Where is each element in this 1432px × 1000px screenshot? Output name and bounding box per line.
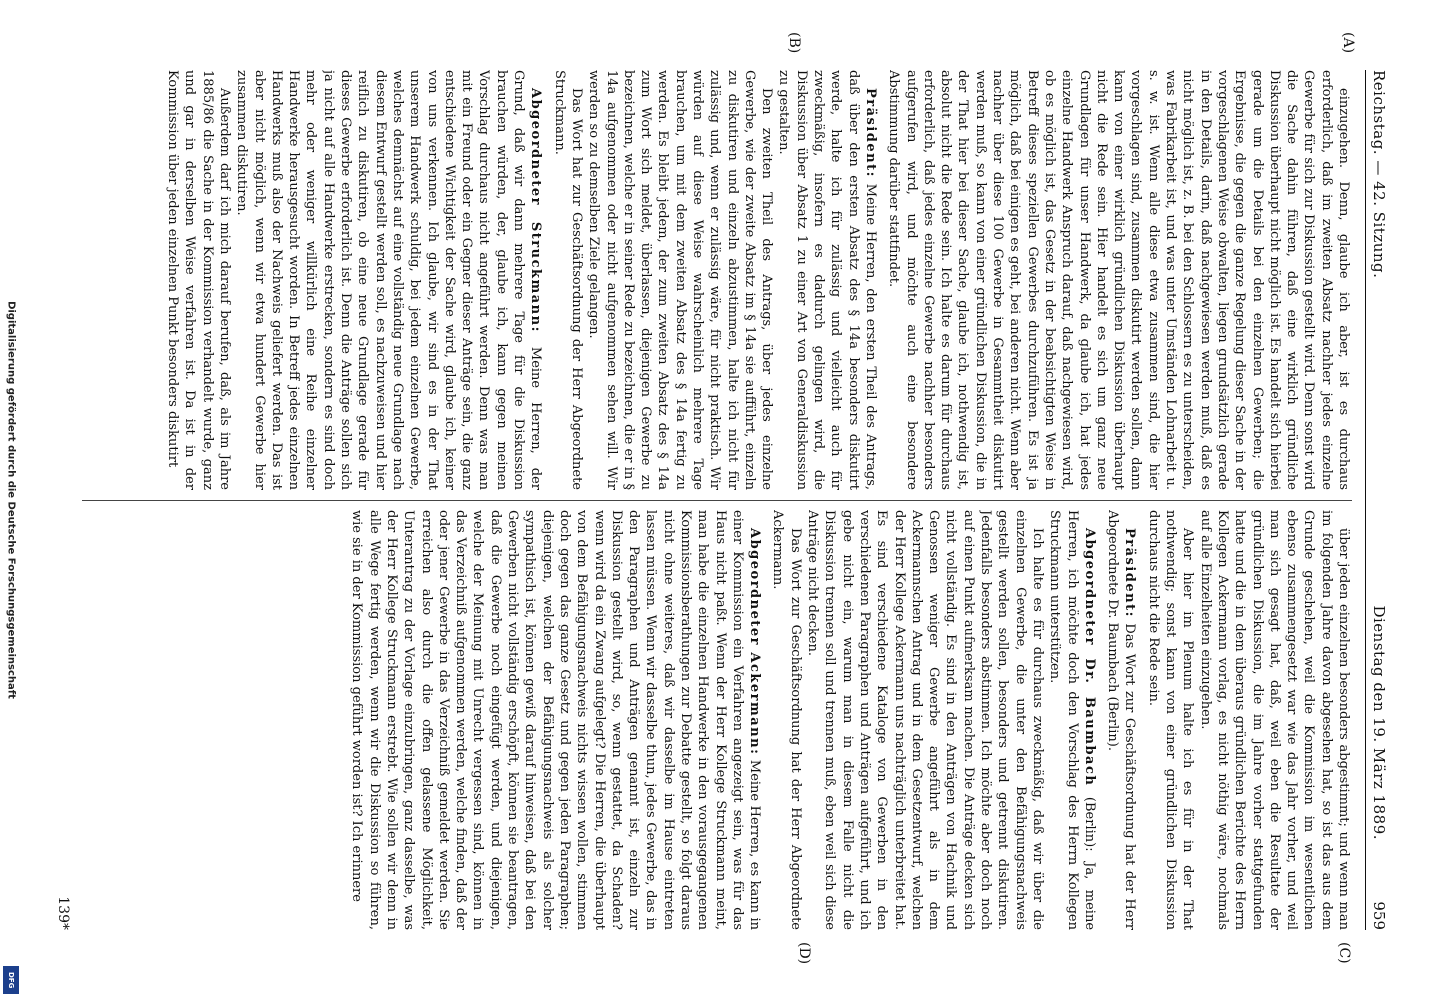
paragraph (1196, 510, 1352, 930)
page-signature: 139* (55, 896, 71, 930)
margin-marker-a: (A) (1340, 32, 1356, 54)
paragraph-text: Meine Herren, es kann in einer Kommission ein Verfahren angezeigt sein, was für das Haus nicht paßt. Wenn der Herr Kollege Struckmann meint, man habe die einzelnen Handwerke in den vorausgegangenen Kommissionsberathungen zur Debatte gestellt, so folgt daraus nicht ohne weiteres, daß wir dasselbe im Hause eintreten lassen müssen. Wenn wir dasselbe thun, jedes Gewerbe, das in den Paragraphen und Anträgen genannt ist, einzeln zur Diskussion gestellt wird, so, wenn gestattet, da Schaden? wenn wird da ein Zwang aufgelegt? Die Herren, die überhaupt von dem Befähigungsnachweis nichts wissen wollen, stimmen doch gegen das ganze Gesetz und gegen jeden Paragraphen; diejenigen, welchen der Befähigungsnachweis als solcher sympathisch ist, können gewiß darauf hinweisen, daß bei den Gewerben nicht vollständig erschöpft, können sie beantragen, daß die Gewerbe noch eingefügt werden, und diejenigen, welche der Meinung mit Unrecht vergessen sind, können in das Verzeichniß aufgenommen werden, welche finden, daß der oder jener Gewerbe in das Verzeichniß gemeldet werden. Sie erreichen also durch die offen gelassene Möglichkeit, Unterantrag zu der Vorlage einzubringen, ganz dasselbe, was der Herr Kollege Struckmann erstrebt. Wie sollen wir denn in alle Wege fertig werden, wenn wir die Diskussion so führen, wie sie in der Kommission geführt worden ist? Ich erinnere (349, 510, 763, 930)
dfg-logo: DFG (3, 966, 19, 994)
paragraph (885, 70, 1352, 490)
paragraph-text: über jeden einzelnen besonders abgestimmt; und wenn man im folgenden Jahre davon abgesehen hat, so ist das aus dem Grunde geschehen, weil die Kommission im wesentlichen ebenso zusammengesetzt war wie das Jahr vorher, und weil man sich gesagt hat, daß, weil eben die Resultate der gründlichen Diskussion, die im Jahre vorher stattgefunden hatte und die in dem überaus gründlichen Berichte des Herrn Kollegen Ackermann vorlag, es nicht nöthig wäre, nochmals auf alle Einzelheiten einzugehen. (1197, 510, 1351, 930)
paragraph (164, 70, 233, 490)
paragraph-text: Meine Herren, den ersten Theil des Antrags, daß über den ersten Absatz des § 14a besonders diskutirt werde, halte ich für zulässig und vielleicht auch für zweckmäßig, insofern es dadurch gelingen wird, die Diskussion über Absatz 1 zu einer Art von Generaldiskussion zu gestalten. (776, 70, 878, 490)
page-header (1365, 70, 1392, 930)
paragraph-text: (Berlin): Ja, meine Herren, ich möchte doch den Vorschlag des Herrn Kollegen Struckmann unterstützen. (1047, 510, 1097, 930)
text-column-right (82, 510, 1352, 930)
paragraph-text: Den zweiten Theil des Antrags, über jedes einzelne Gewerbe, wie der zweite Absatz im § 14a sie aufführt, einzeln zu diskutiren und einzeln abzustimmen, halte ich nicht für zulässig und, wenn er zulässig wäre, für nicht praktisch. Wir würden auf diese Weise wahrscheinlich mehrere Tage brauchen, um mit dem zweiten Absatz des § 14a fertig zu werden. Es bleibt jedem, der zum zweiten Absatz des § 14a zum Wort sich meldet, überlassen, diejenigen Gewerbe zu bezeichnen, welche er in seiner Rede zu bezeichnen, die er in § 14a aufgenommen oder nicht aufgenommen sehen will. Wir werden so zu demselben Ziele gelangen. (586, 70, 775, 490)
paragraph (348, 510, 763, 930)
margin-marker-c: (C) (1336, 942, 1352, 964)
paragraph-text: Aber hier im Plenum halte ich es für in der That nothwendig; sonst kann von einer gründlichen Diskussion durchaus nicht die Rede sein. (1145, 510, 1196, 930)
paragraph-text: Das Wort zur Geschäftsordnung hat der Herr Abgeordnete Ackermann. (770, 510, 803, 930)
speaker-name: Abgeordneter Struckmann: (528, 88, 544, 333)
margin-marker-b: (B) (786, 32, 802, 54)
paragraph (1144, 510, 1196, 930)
paragraph (769, 510, 804, 930)
header-title-right: Dienstag den 19. März 1889. (1370, 605, 1388, 840)
speaker-name: Präsident: (862, 88, 878, 178)
digitization-credit-strip (0, 0, 22, 1000)
paragraph (233, 70, 544, 490)
paragraph-text: Das Wort zur Geschäftsordnung hat der Herr Abgeordnete Dr. Baumbach (Berlin). (1105, 510, 1138, 930)
paragraph (550, 70, 585, 490)
speaker-name: Abgeordneter Dr. Baumbach (1081, 528, 1097, 787)
rotated-page (55, 32, 1392, 965)
paragraph-text: Meine Herren, der Grund, daß wir dann mehrere Tage für die Diskussion brauchen würden, der, glaube ich, kann gegen meinen Vorschlag durchaus nicht angeführt werden. Denn was man mit ein Freund oder ein Gegner dieser Anträge sein, die ganz entschiedene Wichtigkeit der Sache wird, glaube ich, keiner von uns verkennen. Ich glaube, wir sind es in der That unserem Handwerk schuldig, bei jedem einzelnen Gewerbe, welches demnächst auf eine vollständig neue Grundlage nach diesem Entwurf gestellt werden soll, es nachzuweisen und hier reiflich zu diskutiren, ob eine neue Grundlage gerade für dieses Gewerbe erforderlich ist. Denn die Anträge sollen sich ja nicht auf alle Handwerke erstrecken, sondern es sind doch mehr oder weniger willkürlich eine Reihe einzelner Handwerke herausgesucht worden. In Betreff jedes einzelnen Handwerks muß also der Nachweis geliefert werden. Das ist aber nicht möglich, wenn wir etwa hundert Gewerbe hier zusammen diskutiren. (234, 70, 544, 490)
speaker-name: Präsident: (1122, 528, 1138, 618)
paragraph (1104, 510, 1139, 930)
text-column-left (82, 70, 1352, 490)
speaker-name: Abgeordneter Ackermann: (747, 528, 763, 756)
digitization-credit-text: Digitalisierung gefördert durch die Deutsche Forschungsgemeinschaft (5, 301, 17, 699)
paragraph-text: Außerdem darf ich mich darauf berufen, daß, als im Jahre 1885/86 die Sache in der Kommission verhandelt wurde, ganz und gar in derselben Weise verfahren ist. Da ist in der Kommission über jeden einzelnen Punkt besonders diskutirt (165, 70, 232, 490)
paragraph (775, 70, 879, 490)
paragraph (804, 510, 1046, 930)
header-title-left: Reichstag. — 42. Sitzung. (1370, 70, 1388, 279)
paragraph-text: einzugehen. Denn, glaube ich aber, ist es durchaus erforderlich, daß im zweiten Absatz nachher jedes einzelne Gewerbe für sich zur Diskussion gestellt wird. Denn sonst wird die Sache dahin führen, daß eine wirklich gründliche Diskussion überhaupt nicht möglich ist. Es handelt sich hierbei gerade um die Details bei den einzelnen Gewerben; die Ergebnisse, die gegen die ganze Regelung dieser Sache in der vorgeschlagenen Weise obwalten, liegen grundsätzlich gerade in den Details, darin, daß nachgewiesen werden muß, daß es nicht möglich ist, z. B. bei den Schlossern es zu unterscheiden, was Fabrikarbeit ist, und was unter Umständen Lohnarbeit u. s. w. ist. Wenn alle diese etwa zusammen sind, die hier vorgeschlagen sind, zusammen diskutirt werden sollen, dann kann von einer wirklich gründlichen Diskussion überhaupt nicht die Rede sein. Hier handelt es sich um ganz neue Grundlagen für unser Handwerk, da glaube ich, hat jedes einzelne Handwerk Anspruch darauf, daß nachgewiesen wird, ob es möglich ist, das Gesetz in der beabsichtigten Weise in Betreff dieses speziellen Gewerbes durchzuführen. Es ist ja möglich, daß bei einigen es geht, bei anderen nicht. Wenn aber nachher über diese 100 Gewerbe in Gesammtheit diskutirt werden muß, so kann von einer gründlichen Diskussion, die in der That hier bei dieser Sache, glaube ich, nothwendig ist, absolut nicht die Rede sein. Ich halte es darum für durchaus erforderlich, daß jedes einzelne Gewerbe nachher besonders aufgerufen wird, und möchte auch eine besondere Abstimmung darüber stattfindet. (886, 70, 1351, 490)
column-divider (82, 500, 1352, 501)
paragraph (1046, 510, 1098, 930)
paragraph (585, 70, 775, 490)
paragraph-text: Das Wort hat zur Geschäftsordnung der Herr Abgeordnete Struckmann. (551, 70, 584, 490)
paragraph-text: Ich halte es für durchaus zweckmäßig, daß wir über die einzelnen Gewerbe, die unter den Befähigungsnachweis gestellt werden sollen, besonders und getrennt diskutiren. Jedenfalls besonders abstimmen. Ich möchte aber doch noch auf einen Punkt aufmerksam machen. Die Anträge decken sich nicht vollständig. Es sind in den Anträgen von Hachnik und Genossen weniger Gewerbe angeführt als in dem Ackermannschen Antrag und in dem Gesetzentwurf, welchen der Herr Kollege Ackermann uns nachträglich unterbreitet hat. Es sind verschiedene Kataloge von Gewerben in den verschiedenen Paragraphen und Anträgen aufgeführt, und ich gebe nicht ein, warum man in diesem Falle nicht die Diskussion trennen soll und trennen muß, eben weil sich diese Anträge nicht decken. (805, 510, 1045, 930)
header-page-number: 959 (1370, 901, 1388, 930)
margin-marker-d: (D) (796, 942, 812, 965)
